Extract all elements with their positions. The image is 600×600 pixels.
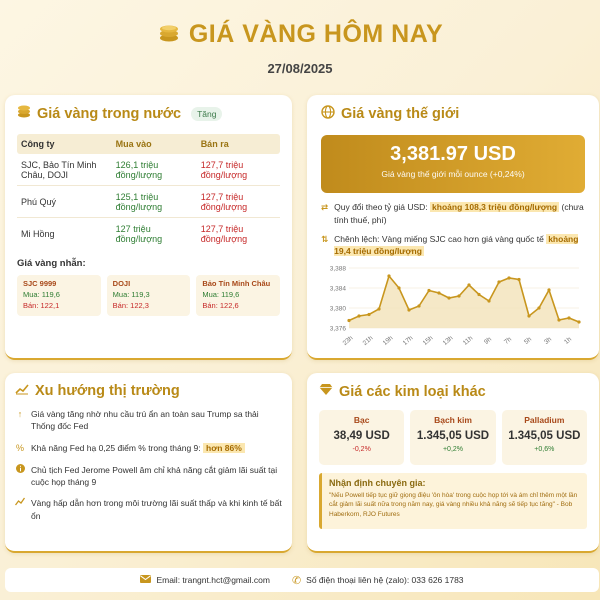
data-point [387, 274, 390, 277]
data-point [547, 288, 550, 291]
sell-cell: 127,7 triệu đồng/lượng [200, 224, 248, 244]
metal-item [410, 410, 495, 465]
data-point [347, 319, 350, 322]
world-title: Giá vàng thế giới [341, 106, 460, 122]
price-chart [321, 262, 585, 353]
data-point [487, 299, 490, 302]
trend-item [15, 464, 282, 489]
footer-phone[interactable] [292, 574, 464, 587]
y-tick-label: 3,384 [329, 285, 346, 293]
market-trend-card [5, 373, 292, 553]
ring-name: Bảo Tín Minh Châu [202, 279, 271, 288]
metals-title: Giá các kim loại khác [339, 383, 486, 400]
phone-text[interactable]: Số điện thoại liên hệ (zalo): 033 626 1783 [306, 575, 464, 585]
ring-sell: Bán: 122,1 [23, 300, 60, 310]
buy-cell: 127 triệu đồng/lượng [115, 224, 163, 244]
percent-icon: % [15, 442, 24, 453]
footer-email[interactable] [140, 575, 270, 585]
metal-change: -0,2% [352, 446, 371, 453]
metal-name: Bạc [353, 415, 370, 425]
coins-icon [157, 21, 181, 48]
domestic-price-table [17, 134, 280, 250]
area-fill [349, 276, 579, 328]
y-tick-label: 3,380 [329, 305, 346, 313]
x-tick-label: 5h [523, 335, 534, 346]
convert-prefix: Quy đổi theo tỷ giá USD: [334, 202, 431, 212]
trend-item [15, 442, 282, 455]
convert-info [321, 201, 585, 227]
ring-gold-item [107, 275, 191, 316]
world-price-sub: Giá vàng thế giới mỗi ounce (+0,24%) [381, 169, 525, 179]
diff-highlight: khoảng 19,4 triệu đồng/lượng [334, 233, 579, 257]
ring-name: DOJI [112, 279, 131, 288]
company-cell: SJC, Bảo Tín Minh Châu, DOJI [21, 159, 97, 180]
table-row [17, 218, 280, 250]
metal-name: Palladium [524, 415, 565, 425]
world-gold-card [307, 95, 599, 360]
convert-suffix: (chưa tính thuế, phí) [334, 202, 584, 225]
info-icon [15, 464, 25, 489]
diff-info [321, 233, 585, 259]
metals-list [319, 410, 587, 465]
x-tick-label: 19h [381, 334, 395, 348]
metal-price: 38,49 USD [333, 430, 390, 442]
metal-price: 1.345,05 USD [508, 430, 581, 442]
data-point [577, 320, 580, 323]
world-price: 3,381.97 USD [390, 143, 516, 165]
ring-name: SJC 9999 [23, 279, 57, 288]
company-cell: Phú Quý [21, 196, 57, 207]
footer [5, 568, 599, 592]
data-point [417, 304, 420, 307]
data-point [497, 280, 500, 283]
arrow-up-icon: ↑ [17, 409, 23, 419]
convert-highlight: khoảng 108,3 triệu đồng/lượng [432, 202, 558, 212]
y-tick-label: 3,376 [329, 325, 346, 333]
ring-gold-item [196, 275, 280, 316]
data-point [477, 293, 480, 296]
ring-buy: Mua: 119,3 [112, 289, 150, 299]
data-point [447, 296, 450, 299]
metal-change: +0,2% [442, 446, 464, 453]
data-point [467, 283, 470, 286]
phone-icon: ✆ [291, 574, 302, 587]
x-tick-label: 1h [563, 335, 574, 346]
ring-buy: Mua: 119,6 [202, 289, 240, 299]
email-text[interactable]: Email: trangnt.hct@gmail.com [156, 575, 270, 585]
trend-text: Giá vàng tăng nhờ nhu cầu trú ẩn an toàn sau Trump sa thải Thống đốc Fed [31, 409, 259, 432]
col-sell: Bán ra [200, 139, 229, 149]
page-title: GIÁ VÀNG HÔM NAY [188, 20, 444, 48]
expert-title: Nhận định chuyên gia: [329, 478, 426, 488]
data-point [377, 307, 380, 310]
domestic-title: Giá vàng trong nước [37, 105, 182, 122]
data-point [527, 314, 530, 317]
ring-sell: Bán: 122,6 [202, 300, 239, 310]
data-point [367, 313, 370, 316]
y-tick-label: 3,388 [329, 265, 346, 273]
ring-buy: Mua: 119,6 [23, 289, 60, 299]
domestic-gold-card [5, 95, 292, 360]
table-row [17, 186, 280, 218]
data-point [507, 276, 510, 279]
diamond-icon [319, 383, 333, 400]
chart-line-icon [15, 497, 25, 522]
trend-item [15, 408, 282, 433]
swap-icon: ⇅ [321, 233, 329, 244]
globe-icon [321, 105, 335, 123]
coins-icon [17, 105, 31, 122]
ring-sell: Bán: 122,3 [112, 300, 149, 310]
data-point [557, 318, 560, 321]
trend-chart-icon [15, 383, 29, 399]
ring-gold-list [17, 275, 280, 316]
envelope-icon [140, 575, 151, 585]
table-row [17, 154, 280, 186]
data-point [357, 314, 360, 317]
x-tick-label: 21h [361, 334, 375, 348]
exchange-icon: ⇄ [321, 202, 329, 212]
data-point [407, 308, 410, 311]
x-tick-label: 3h [543, 335, 554, 346]
x-tick-label: 13h [441, 334, 455, 348]
metal-name: Bạch kim [434, 415, 472, 425]
data-point [427, 289, 430, 292]
trend-badge: Tăng [191, 107, 222, 121]
price-chart-svg [321, 262, 585, 348]
page-date: 27/08/2025 [267, 61, 333, 76]
data-point [537, 306, 540, 309]
col-buy: Mua vào [115, 139, 152, 149]
company-cell: Mi Hồng [21, 229, 55, 239]
x-tick-label: 17h [401, 334, 415, 348]
diff-prefix: Chênh lệch: Vàng miếng SJC cao hơn giá vàng quốc tế [334, 233, 547, 244]
trend-title: Xu hướng thị trường [35, 383, 180, 399]
expert-opinion [319, 473, 587, 529]
x-tick-label: 11h [461, 334, 475, 347]
data-point [397, 286, 400, 289]
data-point [457, 294, 460, 297]
x-tick-label: 7h [503, 335, 514, 346]
data-point [517, 278, 520, 281]
metal-change: +0,6% [534, 446, 555, 453]
data-point [437, 291, 440, 294]
metal-item [502, 410, 587, 465]
x-tick-label: 23h [341, 334, 355, 348]
metal-item [319, 410, 404, 465]
other-metals-card [307, 373, 599, 553]
sell-cell: 127,7 triệu đồng/lượng [200, 191, 248, 212]
col-company: Công ty [21, 139, 55, 149]
x-tick-label: 15h [421, 334, 435, 348]
expert-quote: "Nếu Powell tiếp tục giữ giọng điệu 'ôn hòa' trong cuộc họp tới và ám chỉ thêm một lần cắt giảm lãi suất nữa trong năm nay, giá vàng nhiều khả năng sẽ tiếp tục tăng" - Bob Haberkorn, RJO Futures [329, 492, 578, 518]
ring-gold-title: Giá vàng nhẫn: [17, 258, 86, 269]
header [0, 20, 600, 76]
metal-price: 1.345,05 USD [416, 430, 490, 442]
trend-text: Chủ tịch Fed Jerome Powell âm chỉ khả năng cắt giảm lãi suất tại cuộc họp tháng 9 [31, 464, 278, 487]
buy-cell: 126,1 triệu đồng/lượng [115, 159, 163, 180]
trend-text: Khả năng Fed hạ 0,25 điểm % trong tháng 9: [31, 442, 204, 453]
x-tick-label: 9h [483, 335, 494, 346]
trend-text: Vàng hấp dẫn hơn trong môi trường lãi suất thấp và khi kinh tế bất ổn [31, 498, 282, 521]
ring-gold-item [17, 275, 101, 316]
world-price-box [321, 135, 585, 193]
sell-cell: 127,7 triệu đồng/lượng [200, 159, 248, 180]
data-point [567, 316, 570, 319]
trend-item [15, 497, 282, 522]
trend-highlight: hơn 86% [203, 443, 245, 453]
table-header [17, 134, 280, 154]
buy-cell: 125,1 triệu đồng/lượng [115, 191, 163, 212]
